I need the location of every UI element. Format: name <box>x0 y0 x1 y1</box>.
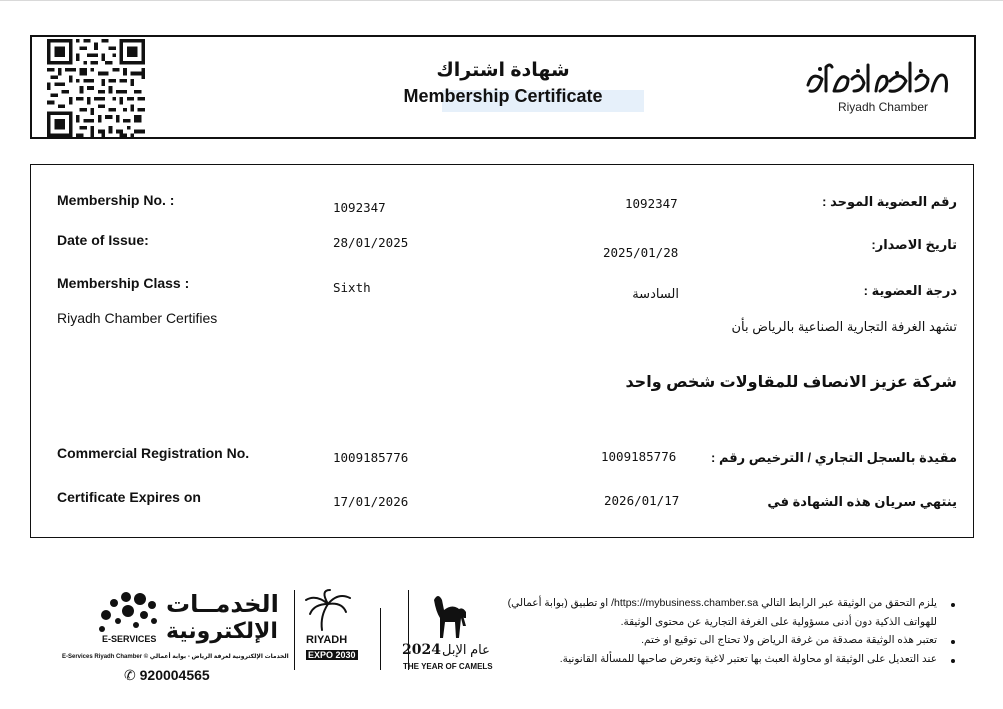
note-bullet-2 <box>951 640 955 644</box>
membership-class-value-ar: السادسة <box>632 286 679 301</box>
note-bullet-1 <box>951 603 955 607</box>
membership-no-label-en: Membership No. : <box>57 192 175 208</box>
eservices-title-ar-1: الخدمــات <box>166 591 279 618</box>
note-1-continued: للهواتف الذكية دون أدنى مسؤولية على الغرفة التجارية عن محتوى الوثيقة. <box>620 616 937 628</box>
date-of-issue-value-ar: 2025/01/28 <box>603 245 679 260</box>
title-arabic: شهادة اشتراك <box>436 60 570 81</box>
note-1: يلزم التحقق من الوثيقة عبر الرابط التالي https://mybusiness.chamber.sa/ او تطبيق (بوابة أعمالي) <box>507 597 937 609</box>
expo-city: RIYADH <box>306 634 348 646</box>
membership-class-label-ar: درجة العضوية : <box>863 283 957 298</box>
expires-value-en: 17/01/2026 <box>333 494 409 509</box>
certificate-footer <box>0 580 1003 690</box>
phone-icon: ✆ <box>124 667 136 683</box>
eservices-caption: E-Services Riyadh Chamber © الخدمات الإلكترونية لغرفة الرياض - بوابة أعمالي <box>62 654 289 660</box>
note-2: تعتبر هذه الوثيقة مصدقة من غرفة الرياض ولا تحتاج الى توقيع او ختم. <box>641 634 937 646</box>
membership-class-value-en: Sixth <box>333 280 371 295</box>
commercial-reg-value-en: 1009185776 <box>333 450 409 465</box>
commercial-reg-label-en: Commercial Registration No. <box>57 445 250 461</box>
expires-value-ar: 2026/01/17 <box>604 493 680 508</box>
date-of-issue-label-ar: تاريخ الاصدار: <box>871 237 957 252</box>
date-of-issue-value-en: 28/01/2025 <box>333 235 409 250</box>
certificate-body <box>30 164 974 538</box>
certificate-header <box>30 35 976 139</box>
membership-no-value-en: 1092347 <box>333 200 386 215</box>
eservices-phone-row <box>124 667 210 684</box>
commercial-reg-label-ar: مقيدة بالسجل التجاري / الترخيص رقم : <box>711 450 957 465</box>
footer-divider-3 <box>408 590 409 670</box>
membership-no-value-ar: 1092347 <box>625 196 678 211</box>
camels-caption-en: THE YEAR OF CAMELS <box>403 662 493 671</box>
certifies-text-ar: تشهد الغرفة التجارية الصناعية بالرياض بأن <box>731 319 957 334</box>
eservices-phone: 920004565 <box>139 667 210 683</box>
certifies-text-en: Riyadh Chamber Certifies <box>57 310 218 326</box>
date-of-issue-label-en: Date of Issue: <box>57 232 149 248</box>
note-bullet-3 <box>951 659 955 663</box>
title-english: Membership Certificate <box>403 86 603 106</box>
expo-name: EXPO 2030 <box>308 650 356 660</box>
expires-label-ar: ينتهي سريان هذه الشهادة في <box>767 494 957 509</box>
membership-class-label-en: Membership Class : <box>57 275 190 291</box>
page-top-edge <box>0 0 1003 1</box>
camels-caption-ar: عام الإبل <box>442 642 490 657</box>
camels-year: 2024 <box>402 642 441 658</box>
expo-palm-icon <box>300 588 360 632</box>
membership-no-label-ar: رقم العضوية الموحد : <box>822 194 957 209</box>
expires-label-en: Certificate Expires on <box>57 489 201 505</box>
logo-english-name: Riyadh Chamber <box>837 100 928 114</box>
eservices-badge: E-SERVICES <box>102 634 157 644</box>
footer-divider-1 <box>294 590 295 670</box>
note-3: عند التعديل على الوثيقة او محاولة العبث بها تعتبر لاغية وتعرض صاحبها للمسألة القانونية. <box>559 653 937 665</box>
eservices-title-ar-2: الإلكترونية <box>166 618 278 643</box>
footer-divider-2 <box>380 608 381 670</box>
camel-icon <box>424 590 472 646</box>
commercial-reg-value-ar: 1009185776 <box>601 449 677 464</box>
company-name: شركة عزيز الانصاف للمقاولات شخص واحد <box>625 374 957 391</box>
